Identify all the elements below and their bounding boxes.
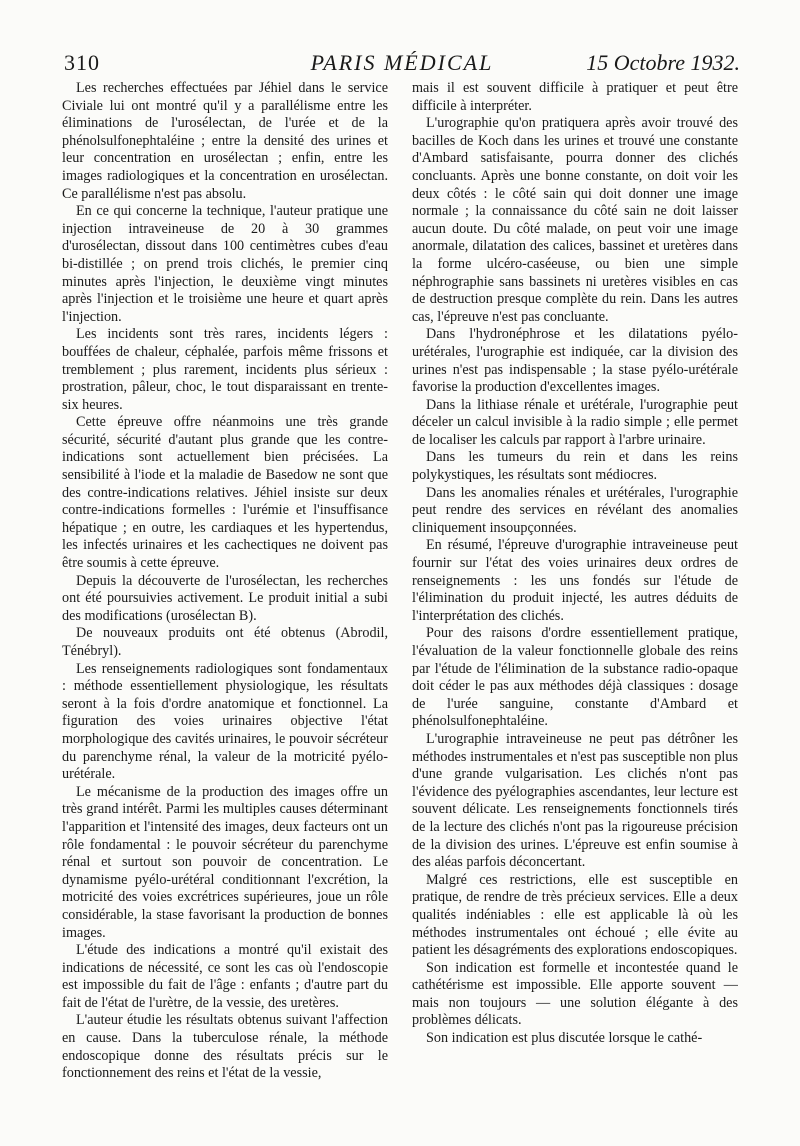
paragraph: Dans les anomalies rénales et urétérales, l'urographie peut rendre des services en révélant des anomalies cliniquement insoupçonnées. (412, 484, 738, 536)
page-header (64, 50, 740, 76)
paragraph: Pour des raisons d'ordre essentiellement pratique, l'évaluation de la valeur fonctionnelle globale des reins par l'étude de l'élimination de la substance radio-opaque doit céder le pas aux méthodes déjà classiques : dosage de l'urée sanguine, constante d'Ambard et phénolsulfonephtaléine. (412, 625, 738, 730)
left-column (62, 80, 388, 1130)
paragraph: Les incidents sont très rares, incidents légers : bouffées de chaleur, céphalée, parfois même frissons et tremblement ; plus rarement, incidents plus sérieux : prostration, pâleur, choc, le tout disparaissant en trente-six heures. (62, 326, 388, 413)
paragraph: Dans la lithiase rénale et urétérale, l'urographie peut déceler un calcul invisible à la radio simple ; elle permet de localiser les calculs par rapport à l'arbre urinaire. (412, 396, 738, 448)
paragraph: De nouveaux produits ont été obtenus (Abrodil, Ténébryl). (62, 625, 388, 659)
paragraph: Le mécanisme de la production des images offre un très grand intérêt. Parmi les multiples causes déterminant l'apparition et l'intensité des images, deux facteurs ont un rôle fondamental : le pouvoir sécréteur du parenchyme rénal et surtout son pouvoir de concentration. Le dynamisme pyélo-urétéral conditionnant l'excrétion, la motricité des voies excrétrices supérieures, joue un rôle considérable, la stase favorisant la production de bonnes images. (62, 783, 388, 941)
journal-title: PARIS MÉDICAL (310, 50, 494, 75)
paragraph: En résumé, l'épreuve d'urographie intraveineuse peut fournir sur l'état des voies urinaires deux ordres de renseignements : les uns fondés sur l'étude de l'élimination du produit injecté, les autres déduits de l'interprétation des clichés. (412, 537, 738, 624)
paragraph: L'urographie intraveineuse ne peut pas détrôner les méthodes instrumentales et n'est pas susceptible non plus d'une grande vulgarisation. Les clichés n'ont pas l'évidence des pyélographies ascendantes, leur lecture est souvent délicate. Les renseignements fonctionnels tirés de la lecture des clichés n'ont pas la rigoureuse précision de la division des urines. L'épreuve est enfin soumise à des aléas parfois déconcertant. (412, 730, 738, 871)
paragraph: Depuis la découverte de l'urosélectan, les recherches ont été poursuivies activement. Le produit initial a subi des modifications (urosélectan B). (62, 572, 388, 624)
paragraph: L'urographie qu'on pratiquera après avoir trouvé des bacilles de Koch dans les urines et trouvé une constante d'Ambard satisfaisante, pourra donner des clichés concluants. Après une bonne constante, on doit voir les deux côtés : le côté sain qui doit donner une image normale ; la connaissance du côté sain ne doit laisser aucun doute. Du côté malade, on peut voir une image anormale, dilatation des calices, bassinet et uretères dans la forme ulcéro-caséeuse, ou bien une simple néphrographie sans bassinets ni uretères visibles en cas de destruction presque complète du rein. Dans les autres cas, l'épreuve n'est pas concluante. (412, 115, 738, 325)
right-column (412, 80, 738, 1130)
paragraph: Son indication est formelle et incontestée quand le cathétérisme est impossible. Elle apporte souvent — mais non toujours — une solution élégante à des problèmes délicats. (412, 959, 738, 1029)
paragraph: Les recherches effectuées par Jéhiel dans le service Civiale lui ont montré qu'il y a parallélisme entre les éliminations de l'urosélectan, de l'urée et de la phénolsulfonephtaléine ; entre la densité des urines et leur concentration en urosélectan ; enfin, entre les images radiologiques et la concentration en urosélectan. Ce parallélisme n'est pas absolu. (62, 80, 388, 202)
paragraph: Les renseignements radiologiques sont fondamentaux : méthode essentiellement physiologique, les résultats seront à la fois d'ordre anatomique et fonctionnel. La figuration des voies urinaires objective l'état morphologique des cavités urinaires, le pouvoir sécréteur du parenchyme rénal, la valeur de la motricité pyélo-urétérale. (62, 660, 388, 783)
issue-date: 15 Octobre 1932. (586, 50, 740, 75)
paragraph: Dans les tumeurs du rein et dans les reins polykystiques, les résultats sont médiocres. (412, 449, 738, 484)
paragraph: En ce qui concerne la technique, l'auteur pratique une injection intraveineuse de 20 à 30 grammes d'urosélectan, dissout dans 100 centimètres cubes d'eau bi-distillée ; on prend trois clichés, le premier cinq minutes après l'injection, le deuxième vingt minutes après l'injection et le troisième une heure et quart après l'injection. (62, 203, 388, 325)
page-number: 310 (64, 50, 100, 75)
paragraph: Dans l'hydronéphrose et les dilatations pyélo-urétérales, l'urographie est indiquée, car la division des urines n'est pas indispensable ; la stase pyélo-urétérale favorise la production d'excellentes images. (412, 326, 738, 396)
paragraph: L'étude des indications a montré qu'il existait des indications de nécessité, ce sont les cas où l'endoscopie est impossible du fait de l'âge : enfants ; d'autre part du fait de l'état de l'urètre, de la vessie, des uretères. (62, 942, 388, 1011)
paragraph: Son indication est plus discutée lorsque le cathé- (426, 1030, 703, 1047)
paragraph: L'auteur étudie les résultats obtenus suivant l'affection en cause. Dans la tuberculose rénale, la méthode endoscopique donne des résultats précis sur le fonctionnement des reins et l'état de la vessie, (62, 1012, 388, 1082)
paragraph: Malgré ces restrictions, elle est susceptible en pratique, de rendre de très précieux services. Elle a deux qualités indéniables : elle est applicable là où les méthodes instrumentales ont échoué ; elle évite au patient les désagréments des explorations endoscopiques. (412, 871, 738, 959)
paragraph: Cette épreuve offre néanmoins une très grande sécurité, sécurité d'autant plus grande que les contre-indications sont actuellement bien précisées. La sensibilité à l'iode et la maladie de Basedow ne sont que des contre-indications relatives. Jéhiel insiste sur deux contre-indications formelles : l'urémie et l'insuffisance hépatique ; en outre, les cardiaques et les hypertendus, les infectés urinaires et les cachectiques ne doivent pas être soumis à cette épreuve. (62, 414, 388, 572)
paragraph: mais il est souvent difficile à pratiquer et peut être difficile à interpréter. (412, 80, 738, 114)
